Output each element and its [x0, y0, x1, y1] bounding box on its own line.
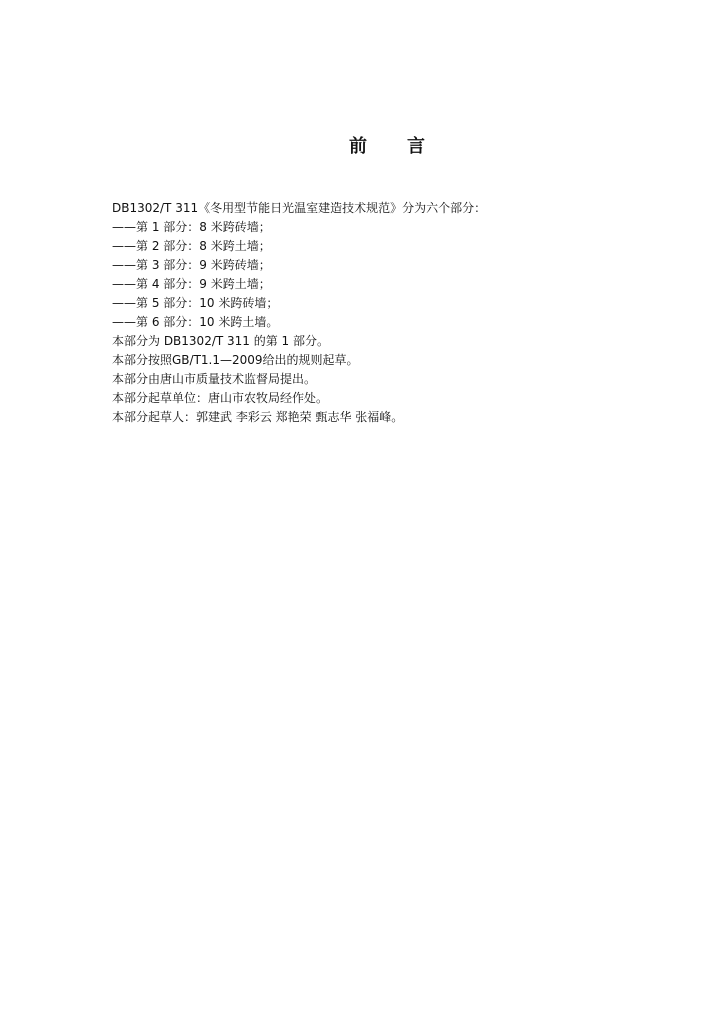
part-list-item-1: ——第 1 部分：8 米跨砖墙；: [112, 220, 271, 234]
drafting-rules-statement: 本部分按照GB/T1.1—2009给出的规则起草。: [112, 353, 359, 367]
intro-paragraph: DB1302/T 311《冬用型节能日光温室建造技术规范》分为六个部分：: [112, 201, 487, 215]
part-statement: 本部分为 DB1302/T 311 的第 1 部分。: [112, 334, 329, 348]
drafting-unit-statement: 本部分起草单位：唐山市农牧局经作处。: [112, 391, 329, 405]
part-list-item-6: ——第 6 部分：10 米跨土墙。: [112, 315, 279, 329]
part-list-item-5: ——第 5 部分：10 米跨砖墙；: [112, 296, 279, 310]
part-list-item-4: ——第 4 部分：9 米跨土墙；: [112, 277, 271, 291]
proposer-statement: 本部分由唐山市质量技术监督局提出。: [112, 372, 317, 386]
foreword-body: [112, 199, 612, 427]
part-list-item-3: ——第 3 部分：9 米跨砖墙；: [112, 258, 271, 272]
part-list-item-2: ——第 2 部分：8 米跨土墙；: [112, 239, 271, 253]
drafters-statement: 本部分起草人：郭建武 李彩云 郑艳荣 甄志华 张福峰。: [112, 410, 404, 424]
page-title-char-1: 前: [349, 136, 367, 157]
page-title-char-2: 言: [407, 136, 425, 157]
